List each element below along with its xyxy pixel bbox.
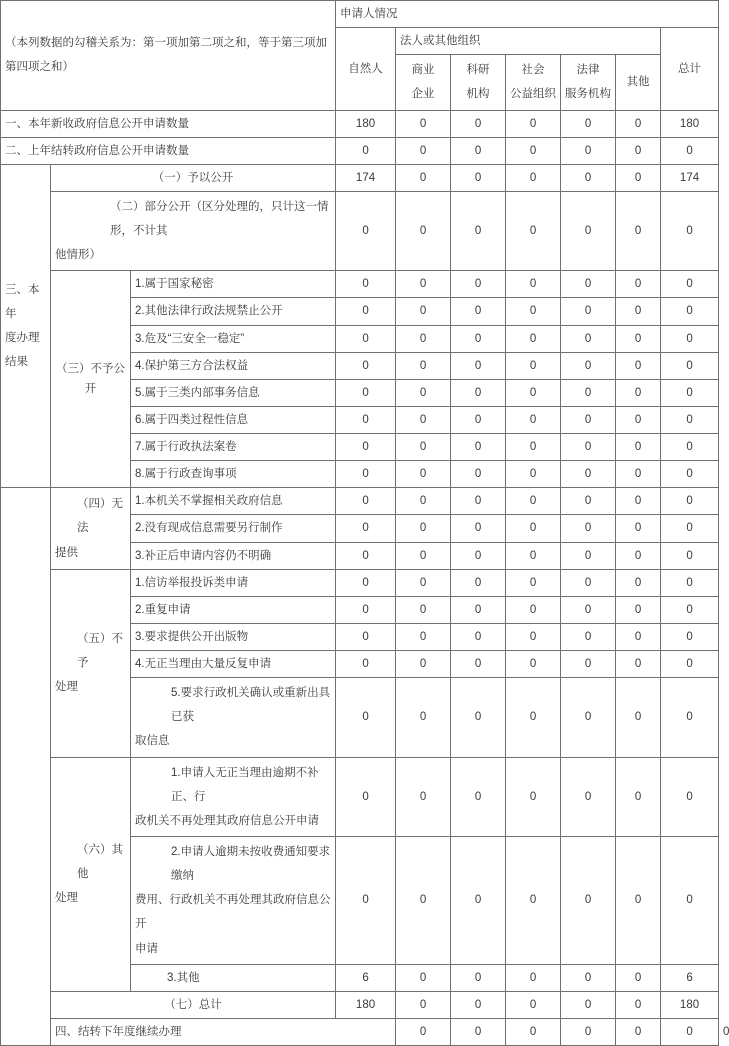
- header-col-legal-service-org: [561, 55, 616, 110]
- cell-value: 0: [336, 569, 396, 596]
- group-label-line1: （二）部分公开（区分处理的，只计这一情形，不计其: [110, 200, 329, 238]
- cell-value: 0: [451, 515, 506, 542]
- cell-value: 0: [451, 991, 506, 1018]
- cell-value: 0: [616, 325, 661, 352]
- cell-value: 0: [396, 137, 451, 164]
- cell-value: 0: [451, 406, 506, 433]
- table-row: 四、结转下年度继续办理 0 0 0 0 0 0 0: [1, 1019, 719, 1046]
- cell-value: 0: [561, 837, 616, 965]
- cell-value: 0: [616, 569, 661, 596]
- cell-value: 0: [396, 569, 451, 596]
- cell-value: 0: [616, 757, 661, 836]
- row-label: 2.没有现成信息需要另行制作: [131, 515, 336, 542]
- cell-value: 0: [336, 298, 396, 325]
- row-label: 6.属于四类过程性信息: [131, 406, 336, 433]
- table-row: [1, 569, 719, 596]
- section-label-line3: 结果: [5, 356, 28, 369]
- cell-value: 0: [661, 837, 719, 965]
- cell-value: 0: [336, 271, 396, 298]
- cell-value: 0: [616, 837, 661, 965]
- cell-value: 0: [661, 191, 719, 270]
- row-label-line2: 政机关不再处理其政府信息公开申请: [135, 814, 319, 827]
- row-label-line1: 5.要求行政机关确认或重新出具已获: [171, 687, 331, 724]
- cell-value: 0: [661, 325, 719, 352]
- cell-value: 0: [506, 964, 561, 991]
- cell-value: 0: [561, 964, 616, 991]
- cell-value: 0: [561, 110, 616, 137]
- cell-value: 0: [396, 110, 451, 137]
- cell-value: 0: [451, 623, 506, 650]
- row-label: [131, 757, 336, 836]
- cell-value: 0: [451, 569, 506, 596]
- row-label: 2.其他法律行政法规禁止公开: [131, 298, 336, 325]
- cell-value: 0: [336, 678, 396, 757]
- cell-value: 180: [661, 991, 719, 1018]
- row-label-line2: 取信息: [135, 735, 170, 748]
- cell-value: 0: [561, 352, 616, 379]
- cell-value: 0: [561, 542, 616, 569]
- group-label-no-processing: [51, 569, 131, 757]
- cell-value: 0: [336, 596, 396, 623]
- cell-value: 0: [336, 757, 396, 836]
- group-label-line2: 提供: [55, 546, 78, 559]
- cell-value: 0: [451, 137, 506, 164]
- cell-value: 0: [451, 837, 506, 965]
- row-label: 7.属于行政执法案卷: [131, 434, 336, 461]
- cell-value: 0: [451, 678, 506, 757]
- cell-value: 180: [336, 110, 396, 137]
- cell-value: 0: [506, 569, 561, 596]
- section-label-line2: 度办理: [5, 332, 40, 345]
- table-row: [1, 137, 719, 164]
- header-col-total: 总计: [661, 28, 719, 110]
- row-label: 1.本机关不掌握相关政府信息: [131, 488, 336, 515]
- cell-value: 0: [396, 488, 451, 515]
- cell-value: 0: [451, 325, 506, 352]
- cell-value: 0: [336, 325, 396, 352]
- cell-value: 0: [396, 757, 451, 836]
- cell-value: 0: [396, 298, 451, 325]
- cell-value: 0: [451, 488, 506, 515]
- cell-value: 0: [451, 651, 506, 678]
- row-label-line1: 1.申请人无正当理由逾期不补正、行: [171, 766, 319, 803]
- header-business-line2: 企业: [411, 88, 435, 101]
- group-label-disclose: （一）予以公开: [51, 164, 336, 191]
- group-label-line1: （五）不予: [77, 632, 123, 670]
- cell-value: 0: [506, 515, 561, 542]
- cell-value: 0: [396, 352, 451, 379]
- cell-value: 0: [396, 325, 451, 352]
- cell-value: 0: [616, 991, 661, 1018]
- header-col-business-enterprise: [396, 55, 451, 110]
- cell-value: 0: [616, 515, 661, 542]
- cell-value: 0: [661, 757, 719, 836]
- header-legal-line1: 法律: [576, 64, 600, 77]
- cell-value: 0: [506, 623, 561, 650]
- cell-value: 0: [506, 542, 561, 569]
- cell-value: 0: [506, 991, 561, 1018]
- cell-value: 0: [616, 488, 661, 515]
- cell-value: 0: [336, 379, 396, 406]
- cell-value: 0: [506, 837, 561, 965]
- cell-value: 0: [561, 271, 616, 298]
- cell-value: 0: [661, 352, 719, 379]
- cell-value: 0: [561, 1019, 616, 1046]
- cell-value: 0: [451, 271, 506, 298]
- cell-value: 0: [506, 352, 561, 379]
- cell-value: 0: [396, 515, 451, 542]
- cell-value: 0: [396, 379, 451, 406]
- table-row: [1, 757, 719, 836]
- cell-value: 0: [661, 596, 719, 623]
- cell-value: 0: [661, 569, 719, 596]
- row-label: 5.属于三类内部事务信息: [131, 379, 336, 406]
- cell-value: 0: [396, 964, 451, 991]
- cell-value: 0: [506, 678, 561, 757]
- cell-value: 0: [616, 137, 661, 164]
- cell-value: 0: [661, 137, 719, 164]
- section-label-line1: 三、本年: [5, 283, 40, 320]
- cell-value: 0: [451, 434, 506, 461]
- cell-value: 0: [561, 406, 616, 433]
- cell-value: 0: [561, 298, 616, 325]
- cell-value: 0: [336, 406, 396, 433]
- table-row: [1, 164, 719, 191]
- cell-value: 0: [506, 110, 561, 137]
- header-row-top: [1, 1, 719, 28]
- cell-value: 0: [336, 837, 396, 965]
- cell-value: 0: [616, 191, 661, 270]
- cell-value: 0: [561, 325, 616, 352]
- cell-value: 0: [336, 515, 396, 542]
- header-col-other: 其他: [616, 55, 661, 110]
- cell-value: 0: [661, 623, 719, 650]
- header-legal-line2: 服务机构: [565, 88, 612, 101]
- table-row: [1, 191, 719, 270]
- group-label-line2: 他情形）: [55, 249, 101, 262]
- cell-value: 0: [661, 542, 719, 569]
- row-label-line2: 费用、行政机关不再处理其政府信息公开: [135, 894, 331, 931]
- cell-value: 0: [616, 678, 661, 757]
- row-label: 2.重复申请: [131, 596, 336, 623]
- row-label: 3.危及“三安全一稳定”: [131, 325, 336, 352]
- cell-value: 0: [506, 325, 561, 352]
- cell-value: 0: [661, 406, 719, 433]
- cell-value: 0: [616, 434, 661, 461]
- cell-value: 0: [451, 298, 506, 325]
- cell-value: 0: [616, 110, 661, 137]
- cell-value: 0: [396, 596, 451, 623]
- cell-value: 0: [451, 164, 506, 191]
- cell-value: 0: [561, 488, 616, 515]
- cell-value: 0: [661, 1019, 719, 1046]
- cell-value: 0: [616, 596, 661, 623]
- cell-value: 0: [451, 964, 506, 991]
- row-label: [131, 837, 336, 965]
- cell-value: 0: [561, 569, 616, 596]
- table-row: [1, 488, 719, 515]
- cell-value: 0: [506, 757, 561, 836]
- row-label: 4.保护第三方合法权益: [131, 352, 336, 379]
- cell-value: 0: [661, 271, 719, 298]
- cell-value: 0: [661, 515, 719, 542]
- cell-value: 0: [561, 379, 616, 406]
- cell-value: 0: [616, 964, 661, 991]
- group-label-line1: （四）无法: [77, 498, 123, 535]
- row-label-4: 四、结转下年度继续办理: [51, 1019, 396, 1046]
- row-label: 3.补正后申请内容仍不明确: [131, 542, 336, 569]
- cell-value: 0: [561, 623, 616, 650]
- header-business-line1: 商业: [411, 64, 435, 77]
- cell-value: 0: [561, 137, 616, 164]
- header-col-natural-person: 自然人: [336, 28, 396, 110]
- group-label-unable-provide: [51, 488, 131, 569]
- section-label-annual-results: [1, 164, 51, 488]
- cell-value: 0: [506, 298, 561, 325]
- cell-value: 0: [336, 488, 396, 515]
- balance-note-line2: 第四项之和）: [5, 61, 74, 74]
- group-label-partial-disclose: [51, 191, 336, 270]
- cell-value: 0: [561, 434, 616, 461]
- cell-value: 0: [336, 623, 396, 650]
- cell-value: 0: [336, 461, 396, 488]
- header-col-research-institution: [451, 55, 506, 110]
- cell-value: 0: [561, 651, 616, 678]
- cell-value: 0: [616, 164, 661, 191]
- cell-value: 0: [506, 406, 561, 433]
- cell-value: 0: [396, 837, 451, 965]
- row-label-line1: 2.申请人逾期未按收费通知要求缴纳: [171, 846, 331, 883]
- cell-value: 0: [396, 191, 451, 270]
- cell-value: 0: [616, 542, 661, 569]
- cell-value: 0: [616, 298, 661, 325]
- cell-value: 0: [561, 596, 616, 623]
- row-label: 1.信访举报投诉类申请: [131, 569, 336, 596]
- table-row: [1, 991, 719, 1018]
- group-label-not-disclose: （三）不予公开: [51, 271, 131, 488]
- header-social-line2: 公益组织: [510, 88, 557, 101]
- cell-value: 0: [396, 542, 451, 569]
- cell-value: 0: [661, 488, 719, 515]
- cell-value: 0: [396, 651, 451, 678]
- cell-value: 0: [336, 352, 396, 379]
- group-label-line1: （六）其他: [77, 844, 123, 881]
- cell-value: 0: [451, 542, 506, 569]
- cell-value: 0: [616, 461, 661, 488]
- cell-value: 0: [616, 352, 661, 379]
- cell-value: 0: [451, 461, 506, 488]
- cell-value: 0: [616, 406, 661, 433]
- header-applicant-group: 申请人情况: [336, 1, 719, 28]
- row-label: [131, 678, 336, 757]
- cell-value: 0: [561, 991, 616, 1018]
- row-label-1: 一、本年新收政府信息公开申请数量: [1, 110, 336, 137]
- cell-value: 180: [336, 991, 396, 1018]
- cell-value: 0: [506, 434, 561, 461]
- header-research-line2: 机构: [466, 88, 490, 101]
- row-label-line3: 申请: [135, 942, 158, 955]
- cell-value: 0: [506, 271, 561, 298]
- row-label: 3.要求提供公开出版物: [131, 623, 336, 650]
- cell-value: 0: [451, 110, 506, 137]
- cell-value: 0: [336, 651, 396, 678]
- cell-value: 0: [451, 352, 506, 379]
- section-label-annual-results-cont: [1, 488, 51, 1046]
- cell-value: 0: [561, 164, 616, 191]
- table-row: [1, 110, 719, 137]
- cell-value: 0: [506, 164, 561, 191]
- cell-value: 174: [661, 164, 719, 191]
- cell-value: 0: [506, 1019, 561, 1046]
- cell-value: 0: [451, 757, 506, 836]
- balance-note-line1: （本列数据的勾稽关系为：第一项加第二项之和，等于第三项加: [5, 37, 327, 50]
- cell-value: 0: [396, 1019, 451, 1046]
- cell-value: 0: [661, 298, 719, 325]
- header-legal-entity-group: 法人或其他组织: [396, 28, 661, 55]
- cell-value: 0: [506, 651, 561, 678]
- cell-value: 0: [616, 651, 661, 678]
- header-col-social-welfare-org: [506, 55, 561, 110]
- row-label: 8.属于行政查询事项: [131, 461, 336, 488]
- cell-value: 6: [336, 964, 396, 991]
- cell-value: 0: [336, 434, 396, 461]
- cell-value: 0: [396, 434, 451, 461]
- cell-value: 0: [336, 542, 396, 569]
- cell-value: 0: [506, 461, 561, 488]
- cell-value: 0: [506, 596, 561, 623]
- row-label: 1.属于国家秘密: [131, 271, 336, 298]
- cell-value: 0: [451, 379, 506, 406]
- cell-value: 0: [661, 379, 719, 406]
- cell-value: 0: [661, 461, 719, 488]
- row-label-2: 二、上年结转政府信息公开申请数量: [1, 137, 336, 164]
- cell-value: 0: [561, 461, 616, 488]
- cell-value: 0: [616, 1019, 661, 1046]
- cell-value: 0: [561, 191, 616, 270]
- cell-value: 0: [451, 1019, 506, 1046]
- table-row: [1, 271, 719, 298]
- balance-note-cell: [1, 1, 336, 111]
- cell-value: 174: [336, 164, 396, 191]
- cell-value: 0: [661, 678, 719, 757]
- cell-value: 0: [661, 434, 719, 461]
- cell-value: 0: [561, 515, 616, 542]
- header-research-line1: 科研: [466, 64, 490, 77]
- cell-value: 0: [396, 991, 451, 1018]
- cell-value: 0: [396, 164, 451, 191]
- cell-value: 0: [396, 271, 451, 298]
- row-label: 4.无正当理由大量反复申请: [131, 651, 336, 678]
- cell-value: 0: [451, 191, 506, 270]
- cell-value: 0: [506, 137, 561, 164]
- cell-value: 0: [506, 379, 561, 406]
- cell-value: 0: [561, 678, 616, 757]
- group-label-grand-total: （七）总计: [51, 991, 336, 1018]
- cell-value: 0: [396, 678, 451, 757]
- cell-value: 0: [561, 757, 616, 836]
- cell-value: 0: [661, 651, 719, 678]
- group-label-line2: 处理: [55, 892, 78, 905]
- cell-value: 0: [336, 191, 396, 270]
- group-label-other-processing: [51, 757, 131, 991]
- cell-value: 0: [396, 461, 451, 488]
- cell-value: 0: [616, 623, 661, 650]
- cell-value: 0: [506, 488, 561, 515]
- cell-value: 0: [451, 596, 506, 623]
- header-social-line1: 社会: [521, 64, 545, 77]
- cell-value: 0: [336, 137, 396, 164]
- cell-value: 0: [616, 271, 661, 298]
- cell-value: 0: [396, 406, 451, 433]
- cell-value: 6: [661, 964, 719, 991]
- cell-value: 0: [506, 191, 561, 270]
- cell-value: 0: [396, 623, 451, 650]
- cell-value: 0: [616, 379, 661, 406]
- cell-value: 180: [661, 110, 719, 137]
- group-label-line2: 处理: [55, 681, 78, 694]
- row-label: 3.其他: [131, 964, 336, 991]
